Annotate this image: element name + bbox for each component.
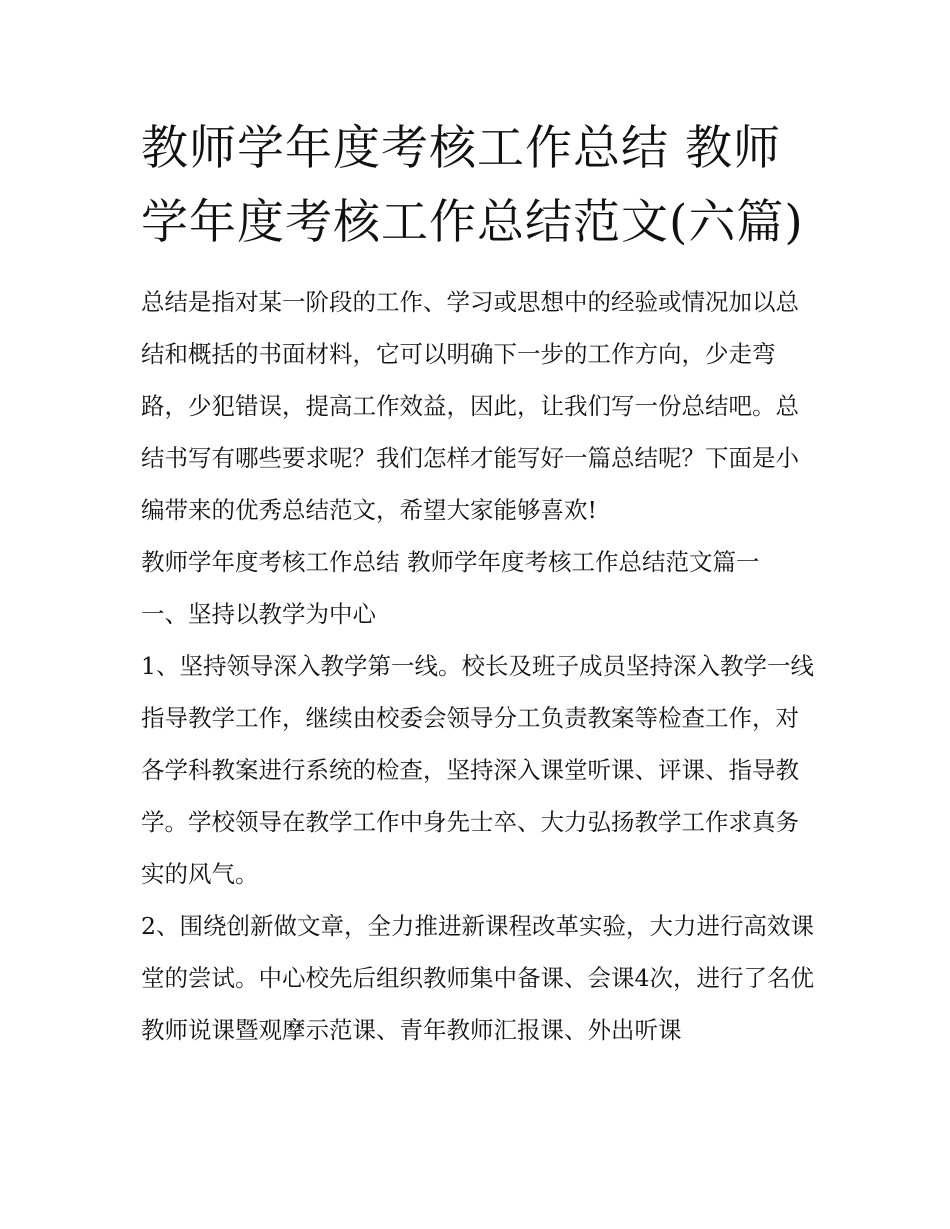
section-heading: 教师学年度考核工作总结 教师学年度考核工作总结范文篇一 — [141, 548, 760, 576]
document-body — [141, 276, 821, 1056]
point-1-paragraph: 1、坚持领导深入教学第一线。校长及班子成员坚持深入教学一线指导教学工作，继续由校委会领导分工负责教案等检查工作，对各学科教案进行系统的检查，坚持深入课堂听课、评课、指导教学。学校领导在教学工作中身先士卒、大力弘扬教学工作求真务实的风气。 — [141, 652, 814, 888]
document-content — [141, 112, 821, 1056]
section-subheading: 一、坚持以教学为中心 — [141, 600, 376, 628]
point-2-paragraph: 2、围绕创新做文章，全力推进新课程改革实验，大力进行高效课堂的尝试。中心校先后组织教师集中备课、会课4次，进行了名优教师说课暨观摩示范课、青年教师汇报课、外出听课 — [141, 912, 814, 1044]
document-title: 教师学年度考核工作总结 教师学年度考核工作总结范文(六篇) — [141, 121, 804, 250]
intro-paragraph: 总结是指对某一阶段的工作、学习或思想中的经验或情况加以总结和概括的书面材料，它可以明确下一步的工作方向，少走弯路，少犯错误，提高工作效益，因此，让我们写一份总结吧。总结书写有哪些要求呢？我们怎样才能写好一篇总结呢？下面是小编带来的优秀总结范文，希望大家能够喜欢! — [141, 288, 799, 524]
